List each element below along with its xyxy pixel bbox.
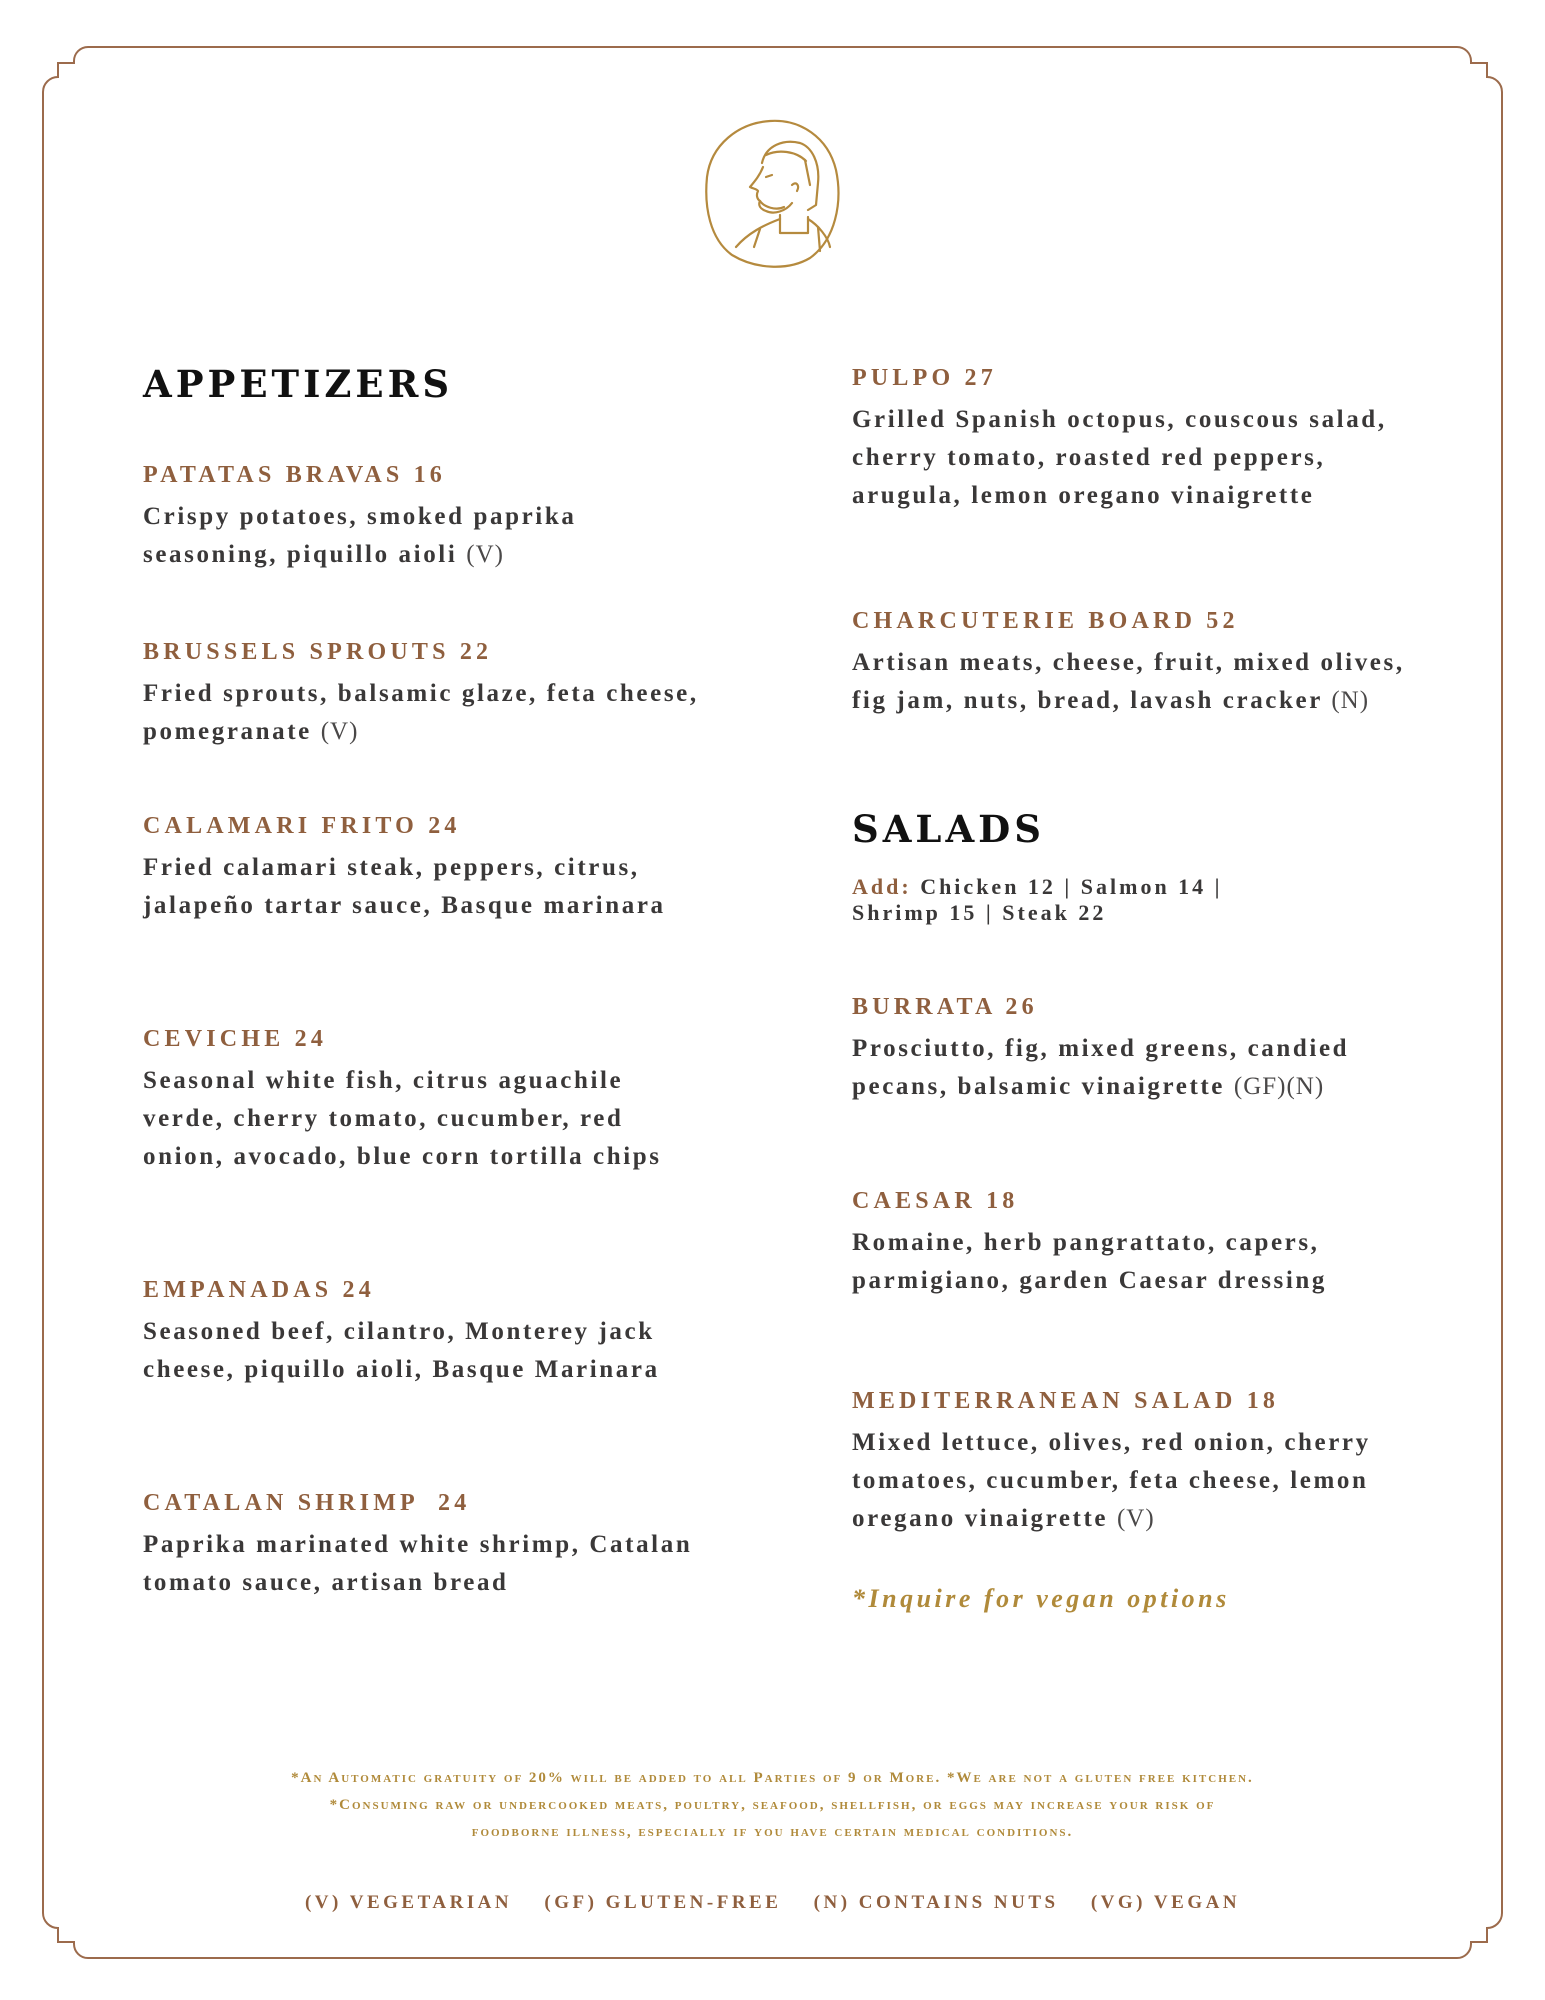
menu-item-ceviche xyxy=(143,1024,703,1176)
legend-gluten-free: (GF) GLUTEN-FREE xyxy=(544,1892,782,1913)
menu-item-calamari-frito xyxy=(143,811,703,925)
item-description: Seasonal white fish, citrus aguachile verde, cherry tomato, cucumber, red onion, avocado, blue corn tortilla chips xyxy=(143,1067,662,1170)
item-description: Grilled Spanish octopus, couscous salad, cherry tomato, roasted red peppers, arugula, lemon oregano vinaigrette xyxy=(852,406,1387,509)
item-description: Seasoned beef, cilantro, Monterey jack cheese, piquillo aioli, Basque Marinara xyxy=(143,1318,660,1383)
dietary-tag: (GF)(N) xyxy=(1233,1073,1325,1100)
item-description: Crispy potatoes, smoked paprika seasoning, piquillo aioli (V) xyxy=(143,503,577,568)
item-name: MEDITERRANEAN SALAD 18 xyxy=(852,1388,1280,1414)
salad-addons xyxy=(852,874,1302,926)
item-name: BRUSSELS SPROUTS 22 xyxy=(143,639,493,665)
dietary-tag: (V) xyxy=(320,718,359,745)
menu-item-brussels-sprouts xyxy=(143,637,703,751)
item-name: CATALAN SHRIMP 24 xyxy=(143,1490,471,1516)
item-name: CEVICHE 24 xyxy=(143,1026,328,1052)
disclaimer-raw-food-1: *Consuming raw or undercooked meats, poultry, seafood, shellfish, or eggs may increase your risk of xyxy=(329,1797,1216,1813)
menu-item-mediterranean-salad xyxy=(852,1386,1432,1538)
item-name: CALAMARI FRITO 24 xyxy=(143,813,461,839)
bearded-man-portrait-medallion-icon xyxy=(700,115,845,270)
section-title-salads: SALADS xyxy=(852,807,1045,851)
dietary-tag: (V) xyxy=(466,541,504,568)
item-description: Paprika marinated white shrimp, Catalan tomato sauce, artisan bread xyxy=(143,1531,693,1596)
dietary-tag: (N) xyxy=(1331,687,1370,714)
vegan-options-note: *Inquire for vegan options xyxy=(852,1584,1230,1613)
item-name: BURRATA 26 xyxy=(852,994,1038,1020)
item-description: Artisan meats, cheese, fruit, mixed olives, fig jam, nuts, bread, lavash cracker (N) xyxy=(852,649,1405,714)
item-name: CAESAR 18 xyxy=(852,1188,1019,1214)
item-name: PATATAS BRAVAS 16 xyxy=(143,462,447,488)
item-description: Mixed lettuce, olives, red onion, cherry tomatoes, cucumber, feta cheese, lemon oregano vinaigrette (V) xyxy=(852,1429,1371,1532)
disclaimer-raw-food-2: foodborne illness, especially if you have certain medical conditions. xyxy=(471,1824,1074,1840)
menu-item-empanadas xyxy=(143,1275,703,1389)
menu-item-pulpo xyxy=(852,363,1432,515)
addons-label: Add: xyxy=(852,874,912,899)
addons-options: Chicken 12 | Salmon 14 | Shrimp 15 | Steak 22 xyxy=(852,874,1223,925)
item-description: Romaine, herb pangrattato, capers, parmigiano, garden Caesar dressing xyxy=(852,1229,1327,1294)
menu-item-caesar xyxy=(852,1186,1432,1300)
item-description: Fried sprouts, balsamic glaze, feta cheese, pomegranate (V) xyxy=(143,680,699,745)
item-name: EMPANADAS 24 xyxy=(143,1277,375,1303)
dietary-tag: (V) xyxy=(1116,1505,1155,1532)
menu-item-patatas-bravas xyxy=(143,460,703,574)
legend-vegan: (VG) VEGAN xyxy=(1090,1892,1241,1913)
section-title-appetizers: APPETIZERS xyxy=(143,362,454,406)
legend-vegetarian: (V) VEGETARIAN xyxy=(304,1892,513,1913)
item-name: CHARCUTERIE BOARD 52 xyxy=(852,608,1239,634)
disclaimer-gratuity: *An Automatic gratuity of 20% will be added to all Parties of 9 or More. *We are not a gluten free kitchen. xyxy=(291,1770,1254,1786)
menu-item-catalan-shrimp xyxy=(143,1488,703,1602)
dietary-legend xyxy=(100,1892,1445,1914)
item-description: Fried calamari steak, peppers, citrus, jalapeño tartar sauce, Basque marinara xyxy=(143,854,666,919)
item-name: PULPO 27 xyxy=(852,365,997,391)
menu-item-charcuterie-board xyxy=(852,606,1432,720)
footer-disclaimer xyxy=(100,1765,1445,1846)
menu-item-burrata xyxy=(852,992,1432,1106)
legend-contains-nuts: (N) CONTAINS NUTS xyxy=(813,1892,1059,1913)
item-description: Prosciutto, fig, mixed greens, candied pecans, balsamic vinaigrette (GF)(N) xyxy=(852,1035,1350,1100)
